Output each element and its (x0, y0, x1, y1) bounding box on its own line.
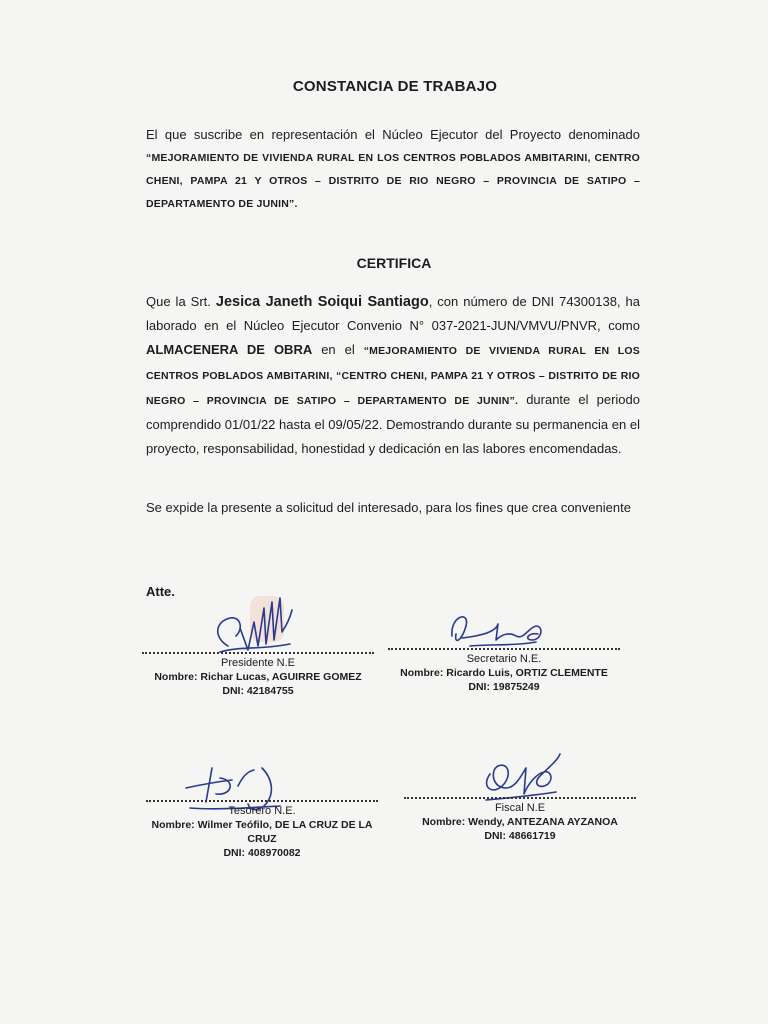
signature-block-tesorero (142, 800, 382, 860)
signature-dni: DNI: 42184755 (222, 685, 294, 697)
signature-dni: DNI: 408970082 (223, 847, 301, 859)
role-suffix: en el (321, 342, 355, 357)
document-title (0, 78, 768, 95)
signature-line (142, 652, 374, 654)
document-title-text: CONSTANCIA DE TRABAJO (292, 78, 498, 95)
signature-line (146, 800, 378, 802)
signature-nombre: Nombre: Wendy, ANTEZANA AYZANOA (422, 816, 618, 828)
signature-block-presidente (138, 652, 378, 698)
closing-paragraph (146, 497, 640, 519)
closing-text: Se expide la presente a solicitud del interesado, para los fines que crea conveniente (146, 500, 631, 515)
project-name-2: “MEJORAMIENTO DE VIVIENDA RURAL EN LOS CENTROS POBLADOS AMBITARINI, “CENTRO CHENI, PAMPA 21 Y OTROS – DISTRITO DE RIO NEGRO – PROVINCIA DE SATIPO – DEPARTAMENTO DE JUNIN”. (146, 345, 640, 407)
signature-nombre: Nombre: Richar Lucas, AGUIRRE GOMEZ (154, 671, 362, 683)
signature-cargo: Secretario N.E. (466, 653, 542, 665)
dni-text: , con número de DNI 74300138, ha laborado en el Núcleo Ejecutor Convenio N° 037-2021-JUN/VMVU/PNVR, como (146, 294, 640, 333)
signature-cargo: Presidente N.E (221, 657, 295, 669)
certifica-heading (0, 255, 768, 271)
signature-line (404, 797, 636, 799)
signature-dni: DNI: 19875249 (468, 681, 540, 693)
signature-dni: DNI: 48661719 (484, 830, 556, 842)
employee-name: Jesica Janeth Soiqui Santiago (215, 294, 429, 310)
period-text: durante el periodo comprendido 01/01/22 hasta el 09/05/22. Demostrando durante su permanencia en el proyecto, responsabilidad, honestidad y dedicación en las labores encomendadas. (146, 392, 640, 456)
employee-role: ALMACENERA DE OBRA (146, 342, 313, 357)
signature-cargo: Tesorero N.E. (228, 805, 296, 817)
signature-block-fiscal (400, 797, 640, 843)
certification-paragraph (146, 290, 640, 461)
signature-line (388, 648, 620, 650)
intro-text: El que suscribe en representación el Núcleo Ejecutor del Proyecto denominado (146, 127, 640, 142)
project-name: “MEJORAMIENTO DE VIVIENDA RURAL EN LOS CENTROS POBLADOS AMBITARINI, CENTRO CHENI, PAMPA 21 Y OTROS – DISTRITO DE RIO NEGRO – PROVINCIA DE SATIPO – DEPARTAMENTO DE JUNIN”. (146, 152, 640, 210)
signature-block-secretario (384, 648, 624, 694)
signature-nombre: Nombre: Ricardo Luis, ORTIZ CLEMENTE (400, 667, 608, 679)
certifica-heading-text: CERTIFICA (356, 255, 432, 271)
atte-label: Atte. (146, 584, 175, 599)
signature-cargo: Fiscal N.E (494, 802, 546, 814)
body-prefix: Que la Srt. (146, 294, 211, 309)
signature-nombre: Nombre: Wilmer Teófilo, DE LA CRUZ DE LA CRUZ (151, 819, 373, 845)
intro-paragraph (146, 124, 640, 215)
